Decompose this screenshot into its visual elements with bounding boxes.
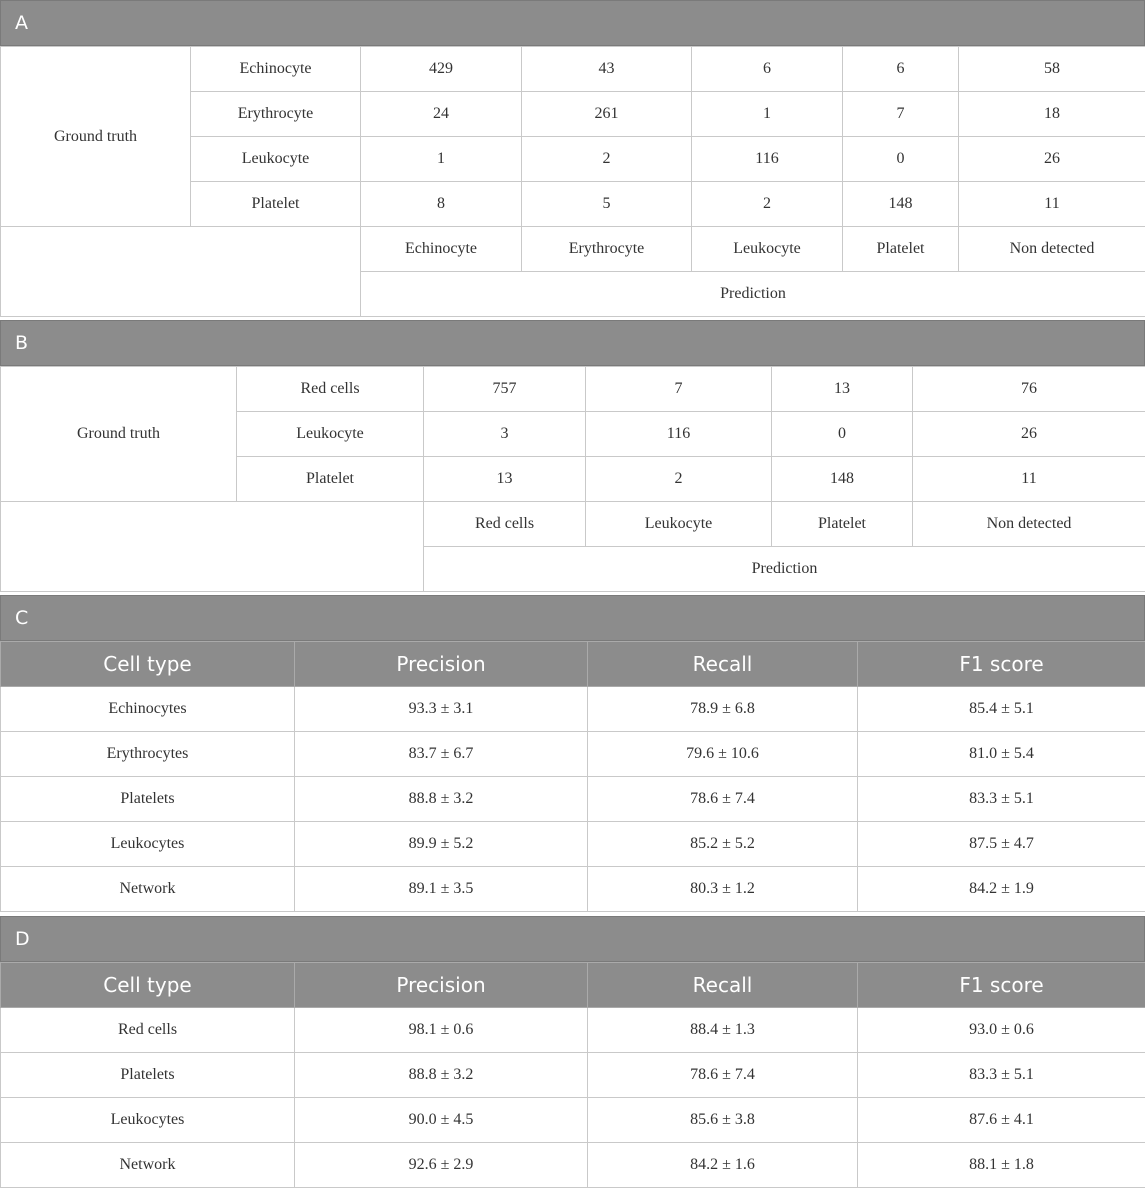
cell: 87.6 ± 4.1	[858, 1098, 1145, 1143]
cell: 6	[692, 47, 843, 92]
row-label: Leukocyte	[191, 137, 361, 182]
panel-a-label: A	[15, 12, 28, 34]
empty-corner	[1, 227, 361, 317]
ground-truth-label: Ground truth	[1, 367, 237, 502]
cell: 58	[959, 47, 1145, 92]
cell: 6	[843, 47, 959, 92]
cell: 85.4 ± 5.1	[858, 687, 1145, 732]
cell: Network	[1, 867, 295, 912]
panel-c-header	[0, 595, 1145, 641]
panel-d-label: D	[15, 928, 30, 950]
column-header: Recall	[588, 642, 858, 687]
cell: 89.9 ± 5.2	[295, 822, 588, 867]
panel-c-label: C	[15, 607, 29, 629]
cell: 93.3 ± 3.1	[295, 687, 588, 732]
row-label: Red cells	[237, 367, 424, 412]
cell: 261	[522, 92, 692, 137]
cell: 87.5 ± 4.7	[858, 822, 1145, 867]
row-label: Leukocyte	[237, 412, 424, 457]
cell: 83.3 ± 5.1	[858, 777, 1145, 822]
cell: 24	[361, 92, 522, 137]
cell: 2	[586, 457, 772, 502]
cell: 83.3 ± 5.1	[858, 1053, 1145, 1098]
table-row	[1, 687, 1145, 732]
cell: 83.7 ± 6.7	[295, 732, 588, 777]
column-header: F1 score	[858, 642, 1145, 687]
panel-d-header	[0, 916, 1145, 962]
cell: 79.6 ± 10.6	[588, 732, 858, 777]
column-label: Leukocyte	[692, 227, 843, 272]
column-label: Platelet	[843, 227, 959, 272]
cell: 89.1 ± 3.5	[295, 867, 588, 912]
cell: 1	[692, 92, 843, 137]
table-row	[1, 367, 1145, 412]
cell: 80.3 ± 1.2	[588, 867, 858, 912]
cell: 13	[424, 457, 586, 502]
cell: 78.6 ± 7.4	[588, 1053, 858, 1098]
cell: 429	[361, 47, 522, 92]
cell: Red cells	[1, 1008, 295, 1053]
column-header: Cell type	[1, 642, 295, 687]
cell: Leukocytes	[1, 1098, 295, 1143]
table-row	[1, 1143, 1145, 1188]
column-label: Non detected	[913, 502, 1145, 547]
cell: 81.0 ± 5.4	[858, 732, 1145, 777]
column-header: F1 score	[858, 963, 1145, 1008]
column-label: Platelet	[772, 502, 913, 547]
cell: 88.1 ± 1.8	[858, 1143, 1145, 1188]
table-row	[1, 777, 1145, 822]
cell: Platelets	[1, 777, 295, 822]
panel-a-confusion-matrix	[0, 46, 1145, 317]
cell: 92.6 ± 2.9	[295, 1143, 588, 1188]
row-label: Platelet	[191, 182, 361, 227]
column-header: Cell type	[1, 963, 295, 1008]
cell: 3	[424, 412, 586, 457]
cell: 2	[692, 182, 843, 227]
cell: 85.6 ± 3.8	[588, 1098, 858, 1143]
cell: 8	[361, 182, 522, 227]
row-label: Echinocyte	[191, 47, 361, 92]
cell: 26	[913, 412, 1145, 457]
cell: 85.2 ± 5.2	[588, 822, 858, 867]
cell: 88.8 ± 3.2	[295, 777, 588, 822]
row-label: Erythrocyte	[191, 92, 361, 137]
cell: 7	[586, 367, 772, 412]
cell: 7	[843, 92, 959, 137]
cell: 76	[913, 367, 1145, 412]
panel-b-confusion-matrix	[0, 366, 1145, 592]
cell: 88.4 ± 1.3	[588, 1008, 858, 1053]
column-label: Echinocyte	[361, 227, 522, 272]
cell: Leukocytes	[1, 822, 295, 867]
cell: 43	[522, 47, 692, 92]
column-label: Erythrocyte	[522, 227, 692, 272]
cell: 0	[772, 412, 913, 457]
prediction-label: Prediction	[361, 272, 1145, 317]
cell: 84.2 ± 1.6	[588, 1143, 858, 1188]
table-header-row	[1, 963, 1145, 1008]
cell: 0	[843, 137, 959, 182]
table-row	[1, 822, 1145, 867]
table-header-row	[1, 642, 1145, 687]
panel-a-header	[0, 0, 1145, 46]
table-row	[1, 47, 1145, 92]
panel-c-metrics-table	[0, 641, 1145, 912]
table-row	[1, 867, 1145, 912]
column-header: Precision	[295, 963, 588, 1008]
column-header: Recall	[588, 963, 858, 1008]
cell: 13	[772, 367, 913, 412]
table-row	[1, 502, 1145, 547]
cell: 148	[843, 182, 959, 227]
cell: 84.2 ± 1.9	[858, 867, 1145, 912]
cell: 78.6 ± 7.4	[588, 777, 858, 822]
panel-b-header	[0, 320, 1145, 366]
table-row	[1, 1053, 1145, 1098]
cell: 116	[692, 137, 843, 182]
cell: 26	[959, 137, 1145, 182]
cell: 2	[522, 137, 692, 182]
table-row	[1, 227, 1145, 272]
prediction-label: Prediction	[424, 547, 1145, 592]
column-label: Leukocyte	[586, 502, 772, 547]
cell: 11	[959, 182, 1145, 227]
column-label: Non detected	[959, 227, 1145, 272]
cell: Network	[1, 1143, 295, 1188]
row-label: Platelet	[237, 457, 424, 502]
cell: 148	[772, 457, 913, 502]
cell: 757	[424, 367, 586, 412]
cell: Platelets	[1, 1053, 295, 1098]
table-row	[1, 1098, 1145, 1143]
cell: 18	[959, 92, 1145, 137]
panel-d-metrics-table	[0, 962, 1145, 1188]
cell: 98.1 ± 0.6	[295, 1008, 588, 1053]
cell: 1	[361, 137, 522, 182]
cell: 5	[522, 182, 692, 227]
cell: 90.0 ± 4.5	[295, 1098, 588, 1143]
cell: 116	[586, 412, 772, 457]
cell: Erythrocytes	[1, 732, 295, 777]
table-row	[1, 1008, 1145, 1053]
empty-corner	[1, 502, 424, 592]
cell: 11	[913, 457, 1145, 502]
ground-truth-label: Ground truth	[1, 47, 191, 227]
table-row	[1, 732, 1145, 777]
cell: 88.8 ± 3.2	[295, 1053, 588, 1098]
column-label: Red cells	[424, 502, 586, 547]
cell: 78.9 ± 6.8	[588, 687, 858, 732]
cell: Echinocytes	[1, 687, 295, 732]
column-header: Precision	[295, 642, 588, 687]
panel-b-label: B	[15, 332, 29, 354]
cell: 93.0 ± 0.6	[858, 1008, 1145, 1053]
